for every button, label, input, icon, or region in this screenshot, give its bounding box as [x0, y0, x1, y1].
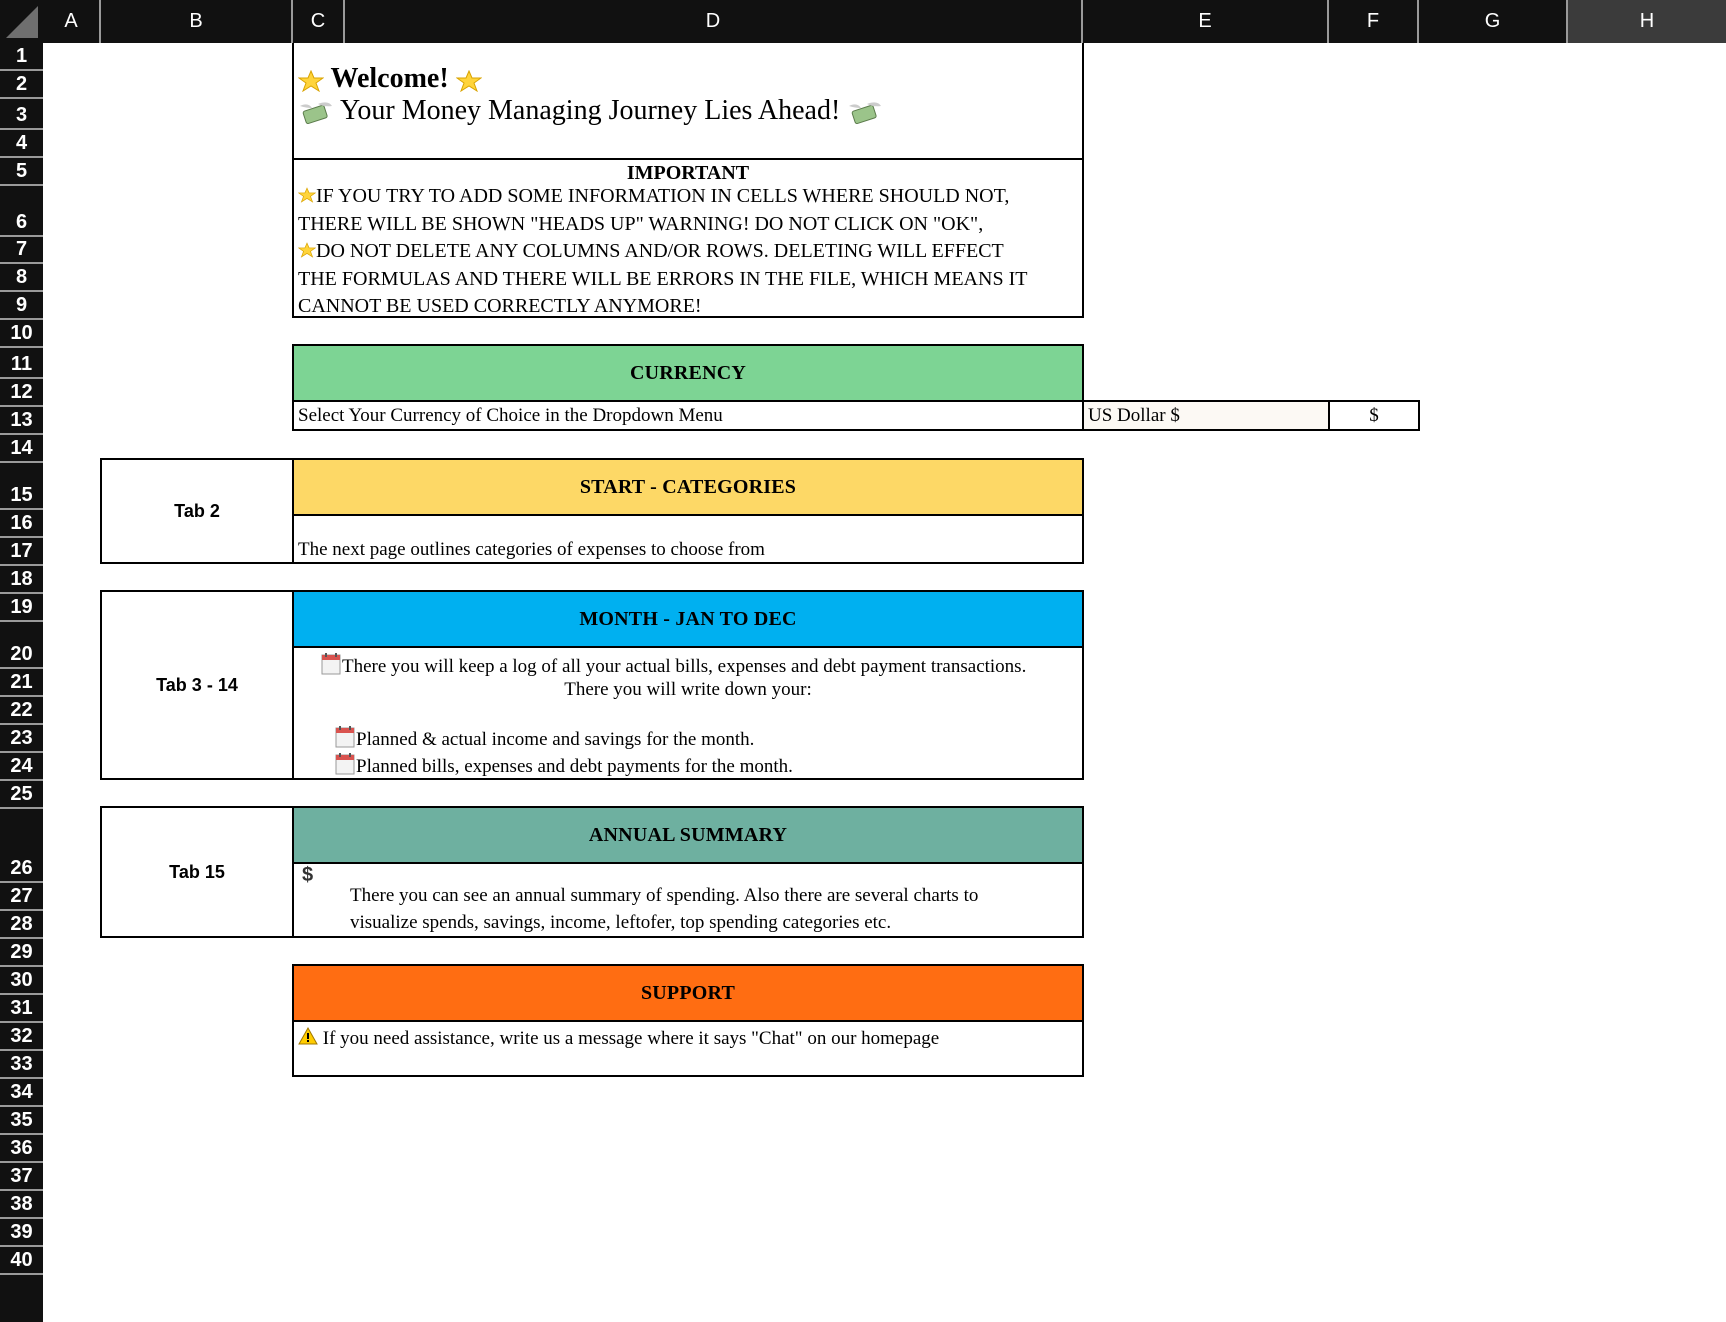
row-header-40[interactable]: 40 [0, 1247, 43, 1275]
important-line-3-text: DO NOT DELETE ANY COLUMNS AND/OR ROWS. DELETING WILL EFFECT [316, 240, 1004, 262]
support-header: SUPPORT [292, 964, 1084, 1022]
month-item-2 [334, 752, 793, 778]
row-header-2[interactable]: 2 [0, 71, 43, 99]
tab-2-label[interactable]: Tab 2 [100, 458, 294, 564]
row-header-33[interactable]: 33 [0, 1051, 43, 1079]
row-header-12[interactable]: 12 [0, 379, 43, 407]
important-line-1-text: IF YOU TRY TO ADD SOME INFORMATION IN CELLS WHERE SHOULD NOT, [316, 185, 1010, 207]
star-icon [456, 70, 482, 92]
support-body [292, 1020, 1084, 1077]
row-header-5[interactable]: 5 [0, 158, 43, 186]
important-line-1 [298, 185, 1009, 208]
row-header-13[interactable]: 13 [0, 407, 43, 435]
column-header-b[interactable]: B [101, 0, 293, 43]
annual-line-2: visualize spends, savings, income, leftofer, top spending categories etc. [350, 912, 892, 933]
important-box [292, 158, 1084, 318]
row-header-23[interactable]: 23 [0, 725, 43, 753]
row-header-7[interactable]: 7 [0, 237, 43, 264]
row-header-8[interactable]: 8 [0, 264, 43, 292]
column-header-d[interactable]: D [345, 0, 1083, 43]
row-header-26[interactable]: 26 [0, 809, 43, 883]
month-body [292, 646, 1084, 780]
welcome-title: Welcome! [330, 63, 449, 94]
tab-3-14-label[interactable]: Tab 3 - 14 [100, 590, 294, 780]
row-header-34[interactable]: 34 [0, 1079, 43, 1107]
important-line-3 [298, 240, 1004, 263]
currency-header: CURRENCY [292, 344, 1084, 402]
start-categories-header: START - CATEGORIES [292, 458, 1084, 516]
column-header-g[interactable]: G [1419, 0, 1568, 43]
row-header-11[interactable]: 11 [0, 348, 43, 379]
start-categories-text: The next page outlines categories of expenses to choose from [298, 539, 765, 560]
row-header-20[interactable]: 20 [0, 622, 43, 669]
annual-line-1: There you can see an annual summary of spending. Also there are several charts to [350, 885, 979, 906]
month-line-1 [320, 652, 1026, 678]
row-header-3[interactable]: 3 [0, 99, 43, 130]
calendar-icon [320, 652, 342, 676]
currency-dropdown[interactable] [1082, 400, 1330, 431]
month-line-1-text: There you will keep a log of all your actual bills, expenses and debt payment transactions. [342, 656, 1027, 677]
row-header-bar [0, 43, 43, 1322]
row-header-6[interactable]: 6 [0, 186, 43, 237]
row-header-28[interactable]: 28 [0, 911, 43, 939]
warning-icon [298, 1027, 318, 1045]
tab-15-label[interactable]: Tab 15 [100, 806, 294, 938]
row-header-30[interactable]: 30 [0, 967, 43, 995]
row-header-18[interactable]: 18 [0, 566, 43, 594]
dollar-sign-icon: $ [302, 864, 314, 886]
support-text: If you need assistance, write us a message where it says "Chat" on our homepage [322, 1028, 940, 1049]
column-header-c[interactable]: C [293, 0, 345, 43]
currency-symbol: $ [1369, 405, 1379, 426]
row-header-22[interactable]: 22 [0, 697, 43, 725]
row-header-1[interactable]: 1 [0, 43, 43, 71]
start-categories-body [292, 514, 1084, 564]
column-header-f[interactable]: F [1329, 0, 1419, 43]
row-header-39[interactable]: 39 [0, 1219, 43, 1247]
row-header-9[interactable]: 9 [0, 292, 43, 320]
row-header-19[interactable]: 19 [0, 594, 43, 622]
welcome-subtitle-row [298, 95, 883, 127]
row-header-35[interactable]: 35 [0, 1107, 43, 1135]
welcome-title-row [298, 63, 482, 95]
row-header-4[interactable]: 4 [0, 130, 43, 158]
month-item-1 [334, 725, 754, 751]
support-line [298, 1027, 939, 1050]
row-header-27[interactable]: 27 [0, 883, 43, 911]
row-header-32[interactable]: 32 [0, 1023, 43, 1051]
row-header-24[interactable]: 24 [0, 753, 43, 781]
currency-dropdown-value: US Dollar $ [1088, 405, 1180, 426]
column-header-bar [0, 0, 1726, 43]
welcome-subtitle: Your Money Managing Journey Lies Ahead! [339, 95, 841, 126]
calendar-icon [334, 752, 356, 776]
important-heading: IMPORTANT [626, 162, 750, 184]
month-item-2-text: Planned bills, expenses and debt payments for the month. [356, 756, 793, 777]
month-line-2: There you will write down your: [564, 679, 812, 700]
star-icon [298, 70, 324, 92]
row-header-10[interactable]: 10 [0, 320, 43, 348]
row-header-29[interactable]: 29 [0, 939, 43, 967]
row-header-17[interactable]: 17 [0, 538, 43, 566]
column-header-h[interactable]: H [1568, 0, 1726, 43]
row-header-21[interactable]: 21 [0, 669, 43, 697]
welcome-box [292, 43, 1084, 160]
currency-prompt: Select Your Currency of Choice in the Dropdown Menu [298, 405, 723, 426]
row-header-14[interactable]: 14 [0, 435, 43, 463]
row-header-15[interactable]: 15 [0, 463, 43, 510]
row-header-36[interactable]: 36 [0, 1135, 43, 1163]
currency-prompt-cell [292, 400, 1084, 431]
column-header-a[interactable]: A [43, 0, 101, 43]
row-header-25[interactable]: 25 [0, 781, 43, 809]
row-header-38[interactable]: 38 [0, 1191, 43, 1219]
month-header: MONTH - JAN TO DEC [292, 590, 1084, 648]
annual-summary-header: ANNUAL SUMMARY [292, 806, 1084, 864]
important-line-2: THERE WILL BE SHOWN "HEADS UP" WARNING! DO NOT CLICK ON "OK", [298, 213, 984, 235]
important-line-4: THE FORMULAS AND THERE WILL BE ERRORS IN THE FILE, WHICH MEANS IT [298, 268, 1028, 290]
row-header-37[interactable]: 37 [0, 1163, 43, 1191]
money-wings-icon [847, 100, 883, 126]
select-all-corner[interactable] [0, 0, 43, 43]
annual-summary-body [292, 862, 1084, 938]
star-icon [298, 242, 316, 258]
row-header-16[interactable]: 16 [0, 510, 43, 538]
calendar-icon [334, 725, 356, 749]
important-line-5: CANNOT BE USED CORRECTLY ANYMORE! [298, 295, 702, 317]
column-header-e[interactable]: E [1083, 0, 1329, 43]
row-header-31[interactable]: 31 [0, 995, 43, 1023]
month-item-1-text: Planned & actual income and savings for the month. [356, 729, 755, 750]
star-icon [298, 187, 316, 203]
currency-symbol-cell [1328, 400, 1420, 431]
money-wings-icon [298, 100, 334, 126]
